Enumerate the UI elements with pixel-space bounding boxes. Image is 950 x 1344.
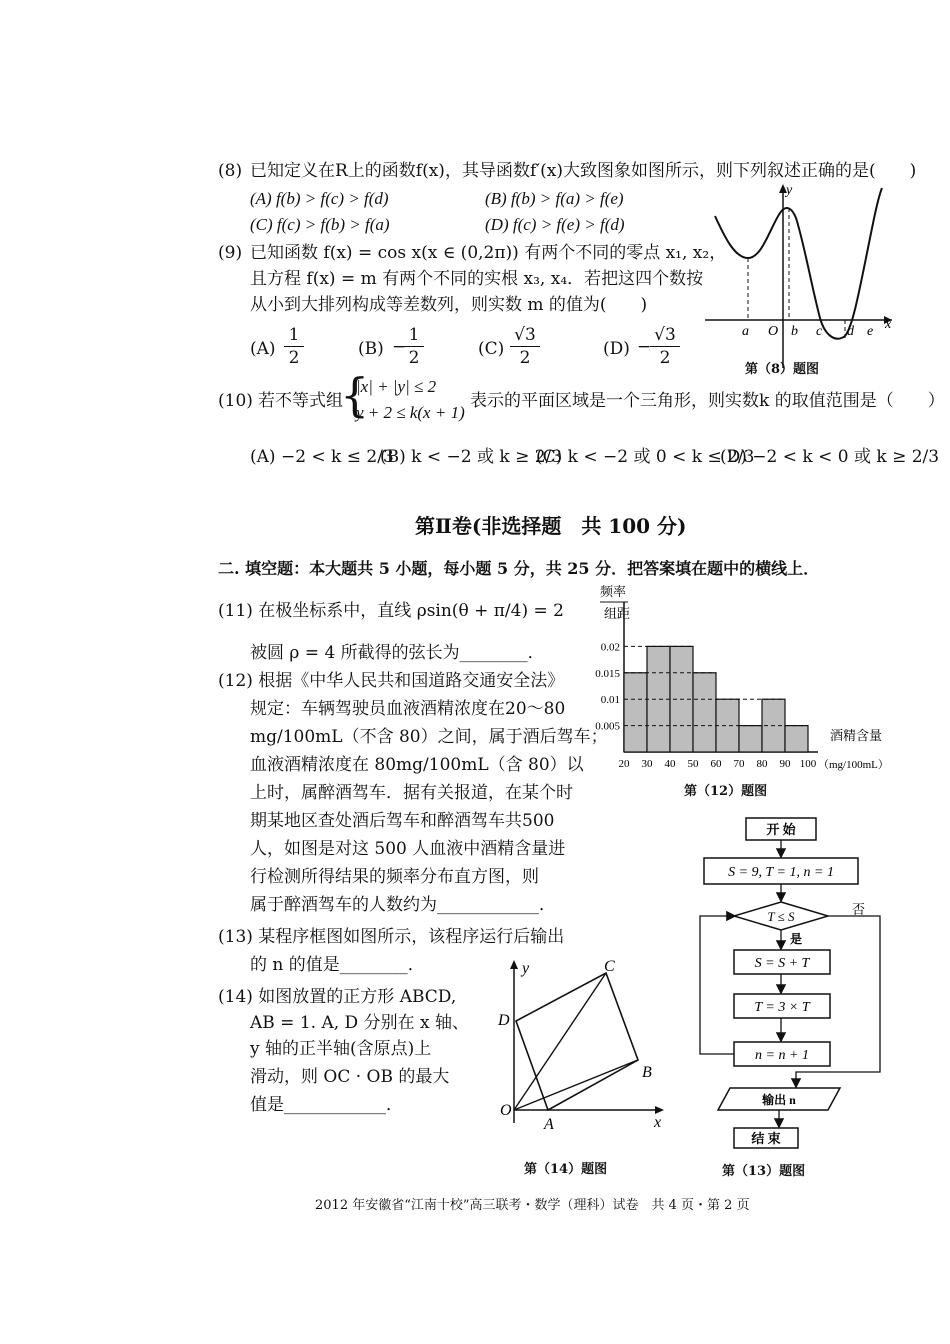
histogram-x-tick-label: 30: [641, 758, 653, 770]
part2-title: 第Ⅱ卷(非选择题 共 100 分): [415, 514, 687, 538]
q9-line-1: 已知函数 f(x) = cos x(x ∈ (0,2π)) 有两个不同的零点 x₁, x₂，: [250, 243, 727, 263]
q14-line-3: y 轴的正半轴(含原点)上: [250, 1039, 432, 1059]
q10-option-b: (B) k < −2 或 k ≥ 2/3: [380, 447, 563, 467]
q11-line-2: 被圆 ρ = 4 所截得的弦长为________．: [250, 643, 545, 663]
q9-option-d-frac: √3 2: [650, 324, 680, 369]
q12-line-9: 属于醉酒驾车的人数约为____________．: [250, 895, 556, 915]
histogram-ylabel-bottom: 组距: [604, 606, 631, 621]
flow-condition-label: T ≤ S: [767, 909, 795, 924]
q8-option-a: (A) f(b) > f(c) > f(d): [250, 189, 389, 208]
fig14-label-d: D: [498, 1012, 510, 1029]
fig14-label-a: A: [544, 1116, 554, 1133]
page-footer: 2012 年安徽省“江南十校”高三联考・数学（理科）试卷 共 4 页・第 2 页: [315, 1198, 750, 1213]
q10-ineq-2: y + 2 ≤ k(x + 1): [356, 403, 465, 422]
q14-line-5: 值是____________．: [250, 1095, 403, 1115]
q9-line-2: 且方程 f(x) = m 有两个不同的实根 x₃, x₄．若把这四个数按: [250, 269, 704, 289]
histogram-y-tick-label: 0.02: [600, 641, 620, 654]
q13-line-1: (13) 某程序框图如图所示，该程序运行后输出: [218, 927, 565, 947]
q8-derivative-graph: [700, 178, 900, 378]
flow-output-label: 输出 n: [762, 1093, 796, 1107]
fig8-label-o: O: [768, 324, 779, 339]
histogram-x-tick-label: 50: [687, 758, 699, 770]
q8-option-b: (B) f(b) > f(a) > f(e): [485, 189, 624, 208]
histogram-xlabel: 酒精含量: [830, 728, 883, 743]
fig8-label-y: y: [786, 183, 793, 198]
flow-init-label: S = 9, T = 1, n = 1: [728, 865, 834, 880]
q9-number: (9): [218, 243, 243, 263]
fig14-segment-oc: [514, 973, 606, 1110]
q14-figure-caption: 第（14）题图: [524, 1162, 608, 1177]
derivative-curve: [715, 188, 882, 339]
q11-line-1: (11) 在极坐标系中，直线 ρsin(θ + π/4) = 2: [218, 601, 564, 621]
histogram-x-tick-label: 70: [733, 758, 745, 770]
histogram-bar: [693, 673, 716, 752]
q12-line-5: 上时，属醉酒驾车．据有关报道，在某个时: [250, 783, 573, 803]
q9-option-c-frac: √3 2: [510, 324, 540, 369]
fig14-label-x: x: [654, 1114, 662, 1131]
flow-step1-label: S = S + T: [754, 956, 810, 971]
flowchart: [690, 810, 910, 1150]
fig14-label-c: C: [604, 958, 615, 975]
histogram-caption: 第（12）题图: [684, 784, 768, 799]
q9-option-d-minus: −: [637, 337, 652, 357]
q9-option-a-label: (A): [250, 339, 276, 359]
q8-stem: 已知定义在R上的函数f(x)，其导函数f′(x)大致图象如图所示，则下列叙述正确的是( ): [250, 161, 917, 181]
flow-loop-line: [700, 916, 734, 1054]
histogram-bar: [716, 699, 739, 752]
q12-line-8: 行检测所得结果的频率分布直方图，则: [250, 867, 539, 887]
flowchart-caption: 第（13）题图: [722, 1164, 806, 1179]
histogram-x-tick-label: 90: [779, 758, 791, 770]
q12-line-2: 规定：车辆驾驶员血液酒精浓度在20～80: [250, 699, 566, 719]
q10-pre: 若不等式组: [258, 391, 343, 411]
q14-square-figure: [470, 955, 680, 1135]
histogram-x-tick-label: 20: [618, 758, 630, 770]
histogram-ylabel-top: 频率: [600, 584, 627, 599]
q9-option-b-minus: −: [392, 337, 407, 357]
histogram-y-tick-label: 0.015: [595, 667, 620, 680]
q12-line-6: 期某地区查处酒后驾车和醉酒驾车共500: [250, 811, 555, 831]
q10-option-d: (D) −2 < k < 0 或 k ≥ 2/3: [720, 447, 940, 467]
q12-line-7: 人，如图是对这 500 人血液中酒精含量进: [250, 839, 566, 859]
q10-ineq-1: |x| + |y| ≤ 2: [356, 377, 437, 396]
flow-end-label: 结 束: [751, 1131, 781, 1146]
q10-post: 表示的平面区域是一个三角形，则实数k 的取值范围是（ ）: [470, 391, 945, 411]
fig8-label-d: d: [847, 324, 854, 339]
q10-option-a: (A) −2 < k ≤ 2/3: [250, 447, 394, 467]
histogram-bar: [785, 726, 808, 752]
q14-line-1: (14) 如图放置的正方形 ABCD,: [218, 987, 457, 1007]
flow-step3-label: n = n + 1: [755, 1048, 809, 1063]
section2-title: 二. 填空题：本大题共 5 小题，每小题 5 分，共 25 分．把答案填在题中的横线上．: [218, 559, 820, 578]
q8-option-d: (D) f(c) > f(e) > f(d): [485, 215, 625, 234]
flow-yes-label: 是: [790, 932, 803, 946]
histogram-x-tick-label: 40: [664, 758, 676, 770]
histogram-xunit: （mg/100mL）: [818, 759, 889, 771]
q9-option-a-frac: 1 2: [284, 324, 304, 369]
fig8-label-e: e: [867, 324, 874, 339]
histogram-y-tick-label: 0.01: [600, 694, 620, 707]
fig14-label-y: y: [522, 960, 530, 977]
q14-line-2: AB = 1. A, D 分别在 x 轴、: [250, 1013, 469, 1033]
flow-no-label: 否: [852, 902, 866, 917]
q9-option-b-frac: 1 2: [404, 324, 424, 369]
histogram-y-tick-label: 0.005: [595, 720, 620, 733]
histogram-x-tick-label: 80: [756, 758, 768, 770]
q12-line-3: mg/100mL（不含 80）之间，属于酒后驾车；: [250, 727, 608, 747]
q13-line-2: 的 n 的值是________．: [250, 955, 425, 975]
flow-start-label: 开 始: [766, 822, 796, 837]
flow-step2-label: T = 3 × T: [754, 1000, 810, 1015]
histogram-bar: [739, 726, 762, 752]
q8-number: (8): [218, 161, 243, 181]
q8-figure-caption: 第（8）题图: [745, 362, 820, 377]
fig14-y-arrow-icon: [510, 960, 518, 969]
q12-line-4: 血液酒精浓度在 80mg/100mL（含 80）以: [250, 755, 584, 775]
q8-option-c: (C) f(c) > f(b) > f(a): [250, 215, 390, 234]
q9-option-b-label: (B): [358, 339, 384, 359]
q9-line-3: 从小到大排列构成等差数列，则实数 m 的值为( ): [250, 295, 648, 315]
fig8-label-c: c: [816, 324, 823, 339]
q10-brace: {: [340, 368, 370, 422]
fig14-square: [516, 973, 638, 1110]
histogram-x-tick-label: 60: [710, 758, 722, 770]
histogram-x-tick-label: 100: [799, 758, 817, 770]
fig8-label-a: a: [742, 324, 749, 339]
fig14-label-o: O: [500, 1102, 512, 1119]
q10-option-c: (C) k < −2 或 0 < k ≤ 2/3: [536, 447, 755, 467]
q9-option-d-label: (D): [603, 339, 630, 359]
q14-line-4: 滑动，则 OC · OB 的最大: [250, 1067, 450, 1087]
histogram-chart: [560, 580, 900, 780]
fig8-label-b: b: [791, 324, 798, 339]
fig14-x-arrow-icon: [655, 1106, 664, 1114]
histogram-bar: [624, 673, 647, 752]
q9-option-c-label: (C): [478, 339, 505, 359]
q10-number: (10): [218, 391, 253, 411]
fig8-label-x: x: [885, 317, 892, 332]
fig14-label-b: B: [642, 1064, 652, 1081]
q12-line-1: (12) 根据《中华人民共和国道路交通安全法》: [218, 671, 565, 691]
